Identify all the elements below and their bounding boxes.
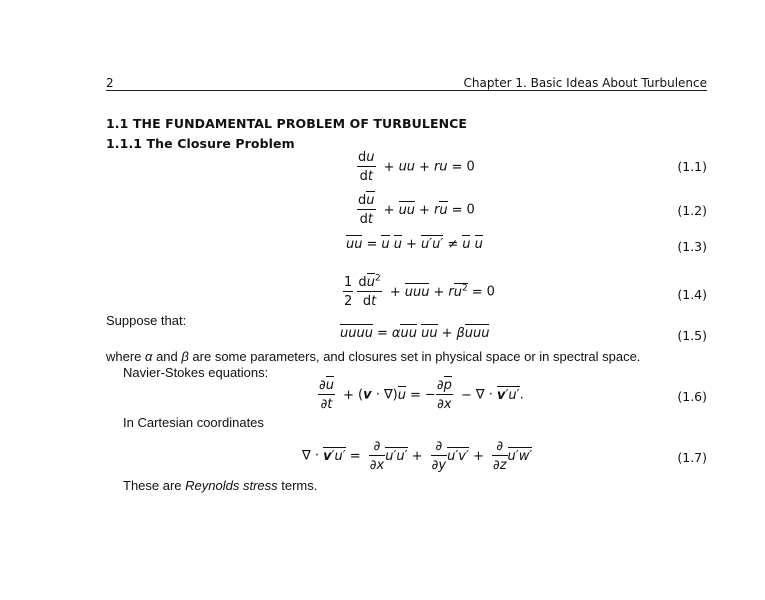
equation-number: (1.5) bbox=[677, 328, 707, 343]
equation-1-1: $\frac{du}{dt}$ + uu + ru = 0 bbox=[358, 150, 475, 184]
text-parameters: are some parameters, and closures set in physical space or in spectral space. bbox=[188, 349, 641, 364]
equation-1-3: uu = u u + u′u′ ≠ u u bbox=[346, 237, 483, 252]
paragraph-reynolds bbox=[123, 478, 317, 493]
equation-number: (1.6) bbox=[677, 389, 707, 404]
paragraph-cartesian: In Cartesian coordinates bbox=[123, 415, 264, 430]
paragraph-where bbox=[106, 349, 640, 364]
section-title: 1.1 THE FUNDAMENTAL PROBLEM OF TURBULENCE bbox=[106, 116, 468, 131]
equation-1-7: ∇ · v′u′ = $\frac{\partial}{\partial x}$ u′u′ + $\frac{\partial}{\partial y}$ u′v′ + $\frac{\partial}{\partial z}$ u′w′ bbox=[302, 439, 533, 473]
paragraph-navier-stokes: Navier-Stokes equations: bbox=[123, 365, 269, 380]
equation-1-2: $\frac{du}{dt}$ + uu + ru = 0 bbox=[358, 193, 475, 227]
equation-number: (1.2) bbox=[677, 203, 707, 218]
header-rule bbox=[106, 90, 707, 91]
equation-1-5: uuuu = αuu uu + βuuu bbox=[340, 326, 490, 341]
equation-number: (1.4) bbox=[677, 287, 707, 302]
text-and: and bbox=[152, 349, 182, 364]
text-where: where bbox=[106, 349, 146, 364]
symbol-alpha: α bbox=[145, 349, 153, 364]
page-number: 2 bbox=[106, 76, 114, 90]
symbol-beta: β bbox=[181, 349, 189, 364]
equation-number: (1.7) bbox=[677, 450, 707, 465]
equation-1-4: $\frac{1}{2}$ $\frac{du^2}{dt}$ + uuu + $ru^2 = 0$ bbox=[344, 273, 495, 309]
text-reynolds-stress: Reynolds stress bbox=[185, 478, 278, 493]
equation-1-6: $\frac{\partial u}{\partial t}$ + (v · ∇)u = − $\frac{\partial p}{\partial x}$ − ∇ · v′u′. bbox=[319, 378, 524, 412]
equation-number: (1.1) bbox=[677, 159, 707, 174]
paragraph-suppose: Suppose that: bbox=[106, 313, 187, 328]
subsection-title: 1.1.1 The Closure Problem bbox=[106, 136, 295, 151]
text-these-are: These are bbox=[123, 478, 186, 493]
equation-number: (1.3) bbox=[677, 239, 707, 254]
running-header: Chapter 1. Basic Ideas About Turbulence bbox=[463, 76, 707, 90]
text-terms: terms. bbox=[277, 478, 318, 493]
